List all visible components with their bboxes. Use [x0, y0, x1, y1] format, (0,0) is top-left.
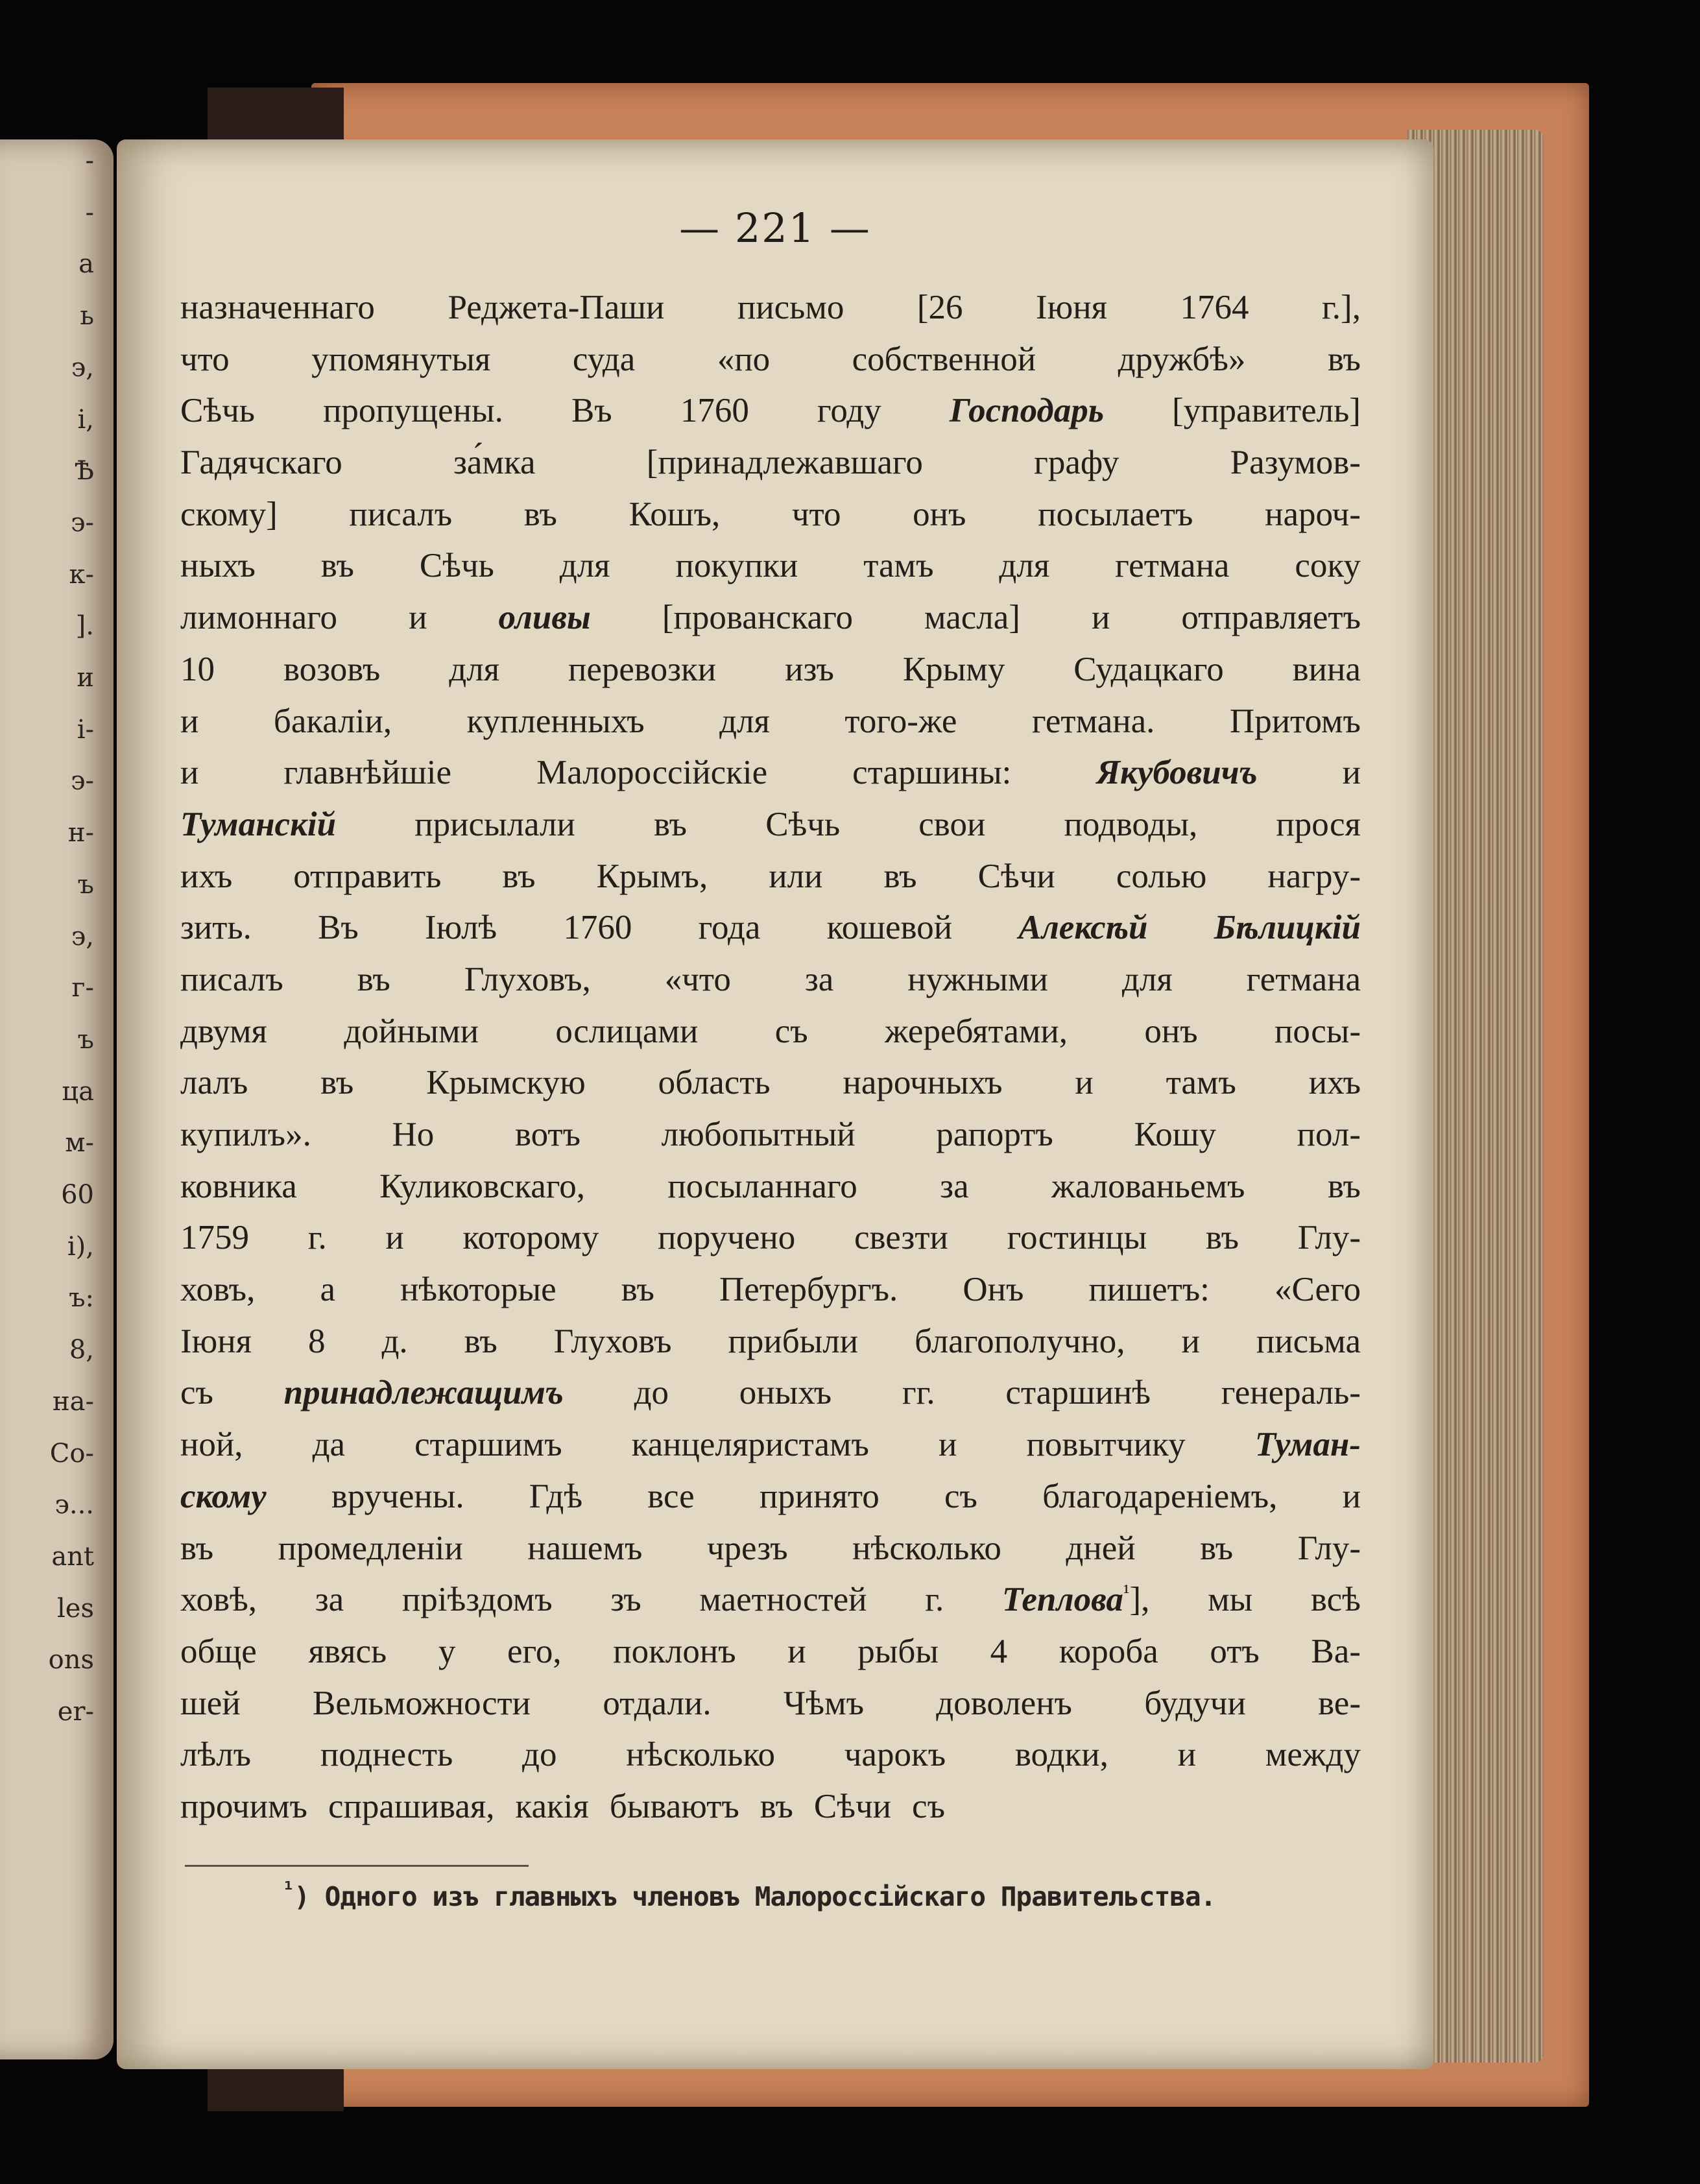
word: Судацкаго: [1073, 650, 1224, 688]
word: Сѣчи: [813, 1787, 892, 1825]
text-line: [180, 1419, 1361, 1471]
word: для: [559, 547, 610, 585]
left-page-fragment: к-: [69, 559, 94, 590]
word: въ: [523, 495, 557, 533]
left-page-fragment: і),: [67, 1231, 94, 1262]
left-page-fragment: -: [85, 146, 94, 176]
word: короба: [1059, 1632, 1158, 1670]
word: г.: [307, 1219, 327, 1257]
word: въ: [653, 805, 688, 843]
text-line: [180, 696, 1361, 748]
word: письма: [1256, 1322, 1361, 1360]
word: какія: [515, 1787, 589, 1825]
text-line: [180, 1729, 1361, 1781]
left-page-fragment: 60: [61, 1180, 94, 1210]
text-line: [180, 1161, 1361, 1213]
word: Алексѣй: [1018, 909, 1148, 947]
word: маетностей: [699, 1581, 867, 1619]
text-line: [180, 747, 1361, 799]
text-line: [180, 1212, 1361, 1264]
word: Сѣчь: [180, 392, 255, 430]
word: гг.: [902, 1374, 935, 1412]
word: которому: [462, 1219, 599, 1257]
word: пріѣздомъ: [401, 1581, 553, 1619]
word: нашемъ: [527, 1529, 643, 1567]
word: «Сего: [1275, 1271, 1361, 1309]
word: и: [1075, 1064, 1094, 1102]
word: кошевой: [826, 909, 953, 947]
left-page-fragment: Со-: [49, 1438, 94, 1469]
word: лимоннаго: [180, 599, 338, 637]
word: ховѣ,: [180, 1581, 257, 1619]
text-line: [180, 334, 1361, 386]
left-page-fragment: Ѣ: [74, 456, 94, 486]
word: рыбы: [857, 1632, 939, 1670]
word: въ: [1327, 1167, 1361, 1205]
word: бываютъ: [609, 1787, 739, 1825]
word: масла]: [924, 599, 1020, 637]
word: благодареніемъ,: [1042, 1477, 1278, 1515]
word: Сѣчи: [977, 857, 1055, 895]
word: двумя: [180, 1012, 267, 1050]
word: тамъ: [863, 547, 934, 585]
footnote-text: ) Одного изъ главныхъ членовъ Малороссійскаго Правительства.: [294, 1881, 1216, 1912]
word: письмо: [737, 289, 844, 326]
text-line: [180, 1109, 1361, 1161]
word: за́мка: [453, 444, 536, 482]
word: Туман-: [1254, 1426, 1361, 1464]
word: нѣсколько: [626, 1736, 775, 1774]
word: солью: [1116, 857, 1207, 895]
word: канцеляристамъ: [631, 1426, 869, 1464]
word: прочимъ: [180, 1787, 307, 1825]
word: область: [658, 1064, 771, 1102]
word: въ: [464, 1322, 497, 1360]
left-page-fragment: н-: [67, 818, 94, 848]
word: старшины:: [852, 754, 1012, 792]
word: вотъ: [514, 1116, 581, 1153]
word: 4: [990, 1632, 1008, 1670]
word: съ: [912, 1787, 945, 1825]
word: г.],: [1322, 289, 1361, 326]
body-text: [180, 282, 1361, 1833]
word: за: [804, 960, 834, 998]
word: вручены.: [331, 1477, 464, 1515]
word: явясь: [308, 1632, 387, 1670]
text-line: [180, 1471, 1361, 1523]
footnote-marker: ¹: [282, 1877, 294, 1902]
word: спрашивая,: [328, 1787, 495, 1825]
word: старшинѣ: [1005, 1374, 1151, 1412]
word: главнѣйшіе: [283, 754, 452, 792]
word: въ: [760, 1787, 793, 1825]
word: въ: [1200, 1529, 1234, 1567]
left-page-fragment: ъ: [77, 869, 94, 900]
word: Разумов-: [1230, 444, 1361, 482]
word: изъ: [785, 650, 834, 688]
word: гетмана: [1246, 960, 1361, 998]
word: поднесть: [320, 1736, 453, 1774]
word: Въ: [571, 392, 612, 430]
text-line: [180, 592, 1361, 644]
text-line: [180, 1264, 1361, 1316]
text-line: [180, 1523, 1361, 1575]
word: Теплова$^{^1}$],: [1001, 1579, 1150, 1619]
word: благополучно,: [915, 1322, 1125, 1360]
word: Глуховъ: [553, 1322, 672, 1360]
word: Крыму: [902, 650, 1005, 688]
word: нужными: [907, 960, 1048, 998]
footnote: [282, 1877, 1216, 1912]
word: Крымскую: [426, 1064, 586, 1102]
word: покупки: [675, 547, 798, 585]
word: лѣлъ: [180, 1736, 252, 1774]
left-page: [0, 139, 114, 2059]
text-line: [180, 902, 1361, 954]
word: въ: [1205, 1219, 1239, 1257]
word: гетмана.: [1031, 702, 1155, 740]
word: 8: [307, 1322, 326, 1360]
left-page-fragment: а: [78, 249, 94, 280]
word: Петербургъ.: [719, 1271, 898, 1309]
word: вина: [1292, 650, 1361, 688]
left-page-fragment: э-: [71, 507, 94, 538]
word: и: [385, 1219, 404, 1257]
word: того-же: [844, 702, 957, 740]
word: промедленіи: [278, 1529, 463, 1567]
word: принято: [759, 1477, 880, 1515]
word: въ: [357, 960, 390, 998]
word: писалъ: [180, 960, 283, 998]
word: съ: [774, 1012, 808, 1050]
left-page-fragment: ons: [48, 1645, 94, 1675]
word: отъ: [1210, 1632, 1260, 1670]
word: за: [940, 1167, 969, 1205]
left-page-fragment: ъ:: [69, 1283, 94, 1314]
word: 1760: [680, 392, 749, 430]
word: Іюня: [180, 1322, 252, 1360]
word: Вельможности: [312, 1684, 531, 1722]
left-page-fragment: er-: [57, 1697, 94, 1727]
word: для: [449, 650, 500, 688]
word: суда: [572, 340, 636, 378]
word: его,: [507, 1632, 562, 1670]
word: любопытный: [661, 1116, 856, 1153]
word: съ: [944, 1477, 977, 1515]
left-page-fragment: ца: [62, 1076, 94, 1107]
left-page-fragment: ant: [51, 1541, 94, 1572]
word: Въ: [318, 909, 359, 947]
left-page-fragment: ].: [75, 611, 94, 642]
word: все: [647, 1477, 695, 1515]
word: прибыли: [728, 1322, 859, 1360]
word: нарочныхъ: [843, 1064, 1003, 1102]
word: прося: [1276, 805, 1361, 843]
word: бакаліи,: [273, 702, 392, 740]
word: ковника: [180, 1167, 297, 1205]
word: и: [1091, 599, 1110, 637]
word: пропущены.: [323, 392, 503, 430]
word: въ: [320, 1064, 354, 1102]
word: до: [634, 1374, 669, 1412]
word: купленныхъ: [466, 702, 645, 740]
word: или: [769, 857, 823, 895]
word: Бѣлицкій: [1214, 909, 1361, 947]
word: Кошъ,: [629, 495, 721, 533]
word: нагру-: [1267, 857, 1361, 895]
word: дружбѣ»: [1118, 340, 1246, 378]
word: нароч-: [1265, 495, 1361, 533]
word: свезти: [854, 1219, 948, 1257]
word: [управитель]: [1172, 392, 1361, 430]
left-page-fragment: ъ: [77, 1024, 94, 1055]
word: Но: [392, 1116, 435, 1153]
text-line: [180, 385, 1361, 437]
word: упомянутыя: [311, 340, 491, 378]
word: и: [180, 754, 199, 792]
word: д.: [381, 1322, 408, 1360]
word: ной,: [180, 1426, 243, 1464]
word: пол-: [1297, 1116, 1361, 1153]
word: скому]: [180, 495, 278, 533]
text-line: [180, 540, 1361, 592]
word: подводы,: [1064, 805, 1198, 843]
word: писалъ: [349, 495, 453, 533]
word: для: [999, 547, 1050, 585]
word: для: [719, 702, 770, 740]
word: Притомъ: [1229, 702, 1361, 740]
word: Туманскій: [180, 805, 337, 843]
word: ховъ,: [180, 1271, 256, 1309]
word: поручено: [658, 1219, 796, 1257]
word: Онъ: [963, 1271, 1024, 1309]
word: отправляетъ: [1181, 599, 1361, 637]
word: Іюлѣ: [425, 909, 497, 947]
word: ихъ: [180, 857, 233, 895]
word: графу: [1034, 444, 1119, 482]
word: дней: [1066, 1529, 1136, 1567]
word: Сѣчь: [765, 805, 841, 843]
word: года: [698, 909, 761, 947]
word: генераль-: [1221, 1374, 1361, 1412]
word: жалованьемъ: [1051, 1167, 1245, 1205]
word: Чѣмъ: [783, 1684, 865, 1722]
word: свои: [918, 805, 986, 843]
word: ихъ: [1308, 1064, 1361, 1102]
word: водки,: [1014, 1736, 1108, 1774]
word: зить.: [180, 909, 252, 947]
word: присылали: [414, 805, 575, 843]
text-line: [180, 1678, 1361, 1730]
word: нѣкоторые: [400, 1271, 557, 1309]
word: 1759: [180, 1219, 249, 1257]
word: принадлежащимъ: [283, 1374, 564, 1412]
page-number: — 221 —: [679, 204, 871, 252]
word: старшимъ: [414, 1426, 562, 1464]
word: г.: [925, 1581, 944, 1619]
word: и: [787, 1632, 806, 1670]
word: въ: [1327, 340, 1361, 378]
word: обще: [180, 1632, 257, 1670]
word: повытчику: [1026, 1426, 1186, 1464]
word: дойными: [344, 1012, 479, 1050]
text-line: [180, 489, 1361, 541]
word: отправить: [293, 857, 442, 895]
word: и: [939, 1426, 957, 1464]
word: зъ: [610, 1581, 641, 1619]
left-page-fragment: э,: [71, 921, 94, 952]
word: Глу-: [1297, 1219, 1361, 1257]
word: и: [1177, 1736, 1197, 1774]
word: для: [1121, 960, 1173, 998]
word: чрезъ: [706, 1529, 788, 1567]
word: шей: [180, 1684, 241, 1722]
word: Крымъ,: [596, 857, 708, 895]
left-page-fragment: на-: [52, 1386, 94, 1417]
word: а: [320, 1271, 335, 1309]
word: отдали.: [603, 1684, 712, 1722]
word: возовъ: [283, 650, 381, 688]
word: и: [409, 599, 427, 637]
text-line: [180, 1316, 1361, 1368]
word: что: [791, 495, 841, 533]
word: въ: [883, 857, 917, 895]
left-page-fragment: и: [77, 663, 94, 693]
word: назначеннаго: [180, 289, 375, 326]
word: «по: [717, 340, 771, 378]
word: за: [315, 1581, 344, 1619]
word: ве-: [1318, 1684, 1361, 1722]
word: что: [180, 340, 230, 378]
left-page-fragment: э,: [71, 352, 94, 383]
left-page-fragment: -: [85, 197, 94, 228]
word: и: [1342, 754, 1361, 792]
word: 1760: [563, 909, 632, 947]
word: рапортъ: [936, 1116, 1053, 1153]
word: перевозки: [568, 650, 717, 688]
footnote-rule: [185, 1865, 529, 1867]
left-page-fragment: э-: [71, 766, 94, 797]
word: жеребятами,: [885, 1012, 1068, 1050]
text-line: [180, 437, 1361, 489]
word: «что: [664, 960, 731, 998]
word: лалъ: [180, 1064, 248, 1102]
word: Іюня: [1036, 289, 1108, 326]
left-page-fragment: г-: [71, 973, 94, 1003]
left-page-fragment: э...: [54, 1490, 94, 1520]
word: между: [1265, 1736, 1361, 1774]
word: Реджета-Паши: [448, 289, 665, 326]
word: Сѣчь: [419, 547, 494, 585]
word: чарокъ: [844, 1736, 946, 1774]
word: [принадлежавшаго: [646, 444, 923, 482]
text-line: [180, 851, 1361, 903]
word: будучи: [1144, 1684, 1246, 1722]
word: 10: [180, 650, 215, 688]
word: у: [438, 1632, 456, 1670]
word: ослицами: [555, 1012, 699, 1050]
text-line: [180, 282, 1361, 334]
text-line: [180, 1781, 1361, 1833]
word: Кошу: [1134, 1116, 1217, 1153]
word: онъ: [1144, 1012, 1198, 1050]
word: ныхъ: [180, 547, 256, 585]
word: въ: [621, 1271, 654, 1309]
word: мы: [1208, 1581, 1253, 1619]
word: оныхъ: [739, 1374, 832, 1412]
word: и: [1342, 1477, 1361, 1515]
word: всѣ: [1310, 1581, 1361, 1619]
left-page-fragment: і-: [77, 714, 94, 745]
right-page: [117, 139, 1433, 2069]
text-line: [180, 1626, 1361, 1678]
word: оливы: [498, 599, 591, 637]
word: посыланнаго: [667, 1167, 857, 1205]
word: собственной: [852, 340, 1036, 378]
left-page-fragment: 8,: [69, 1335, 94, 1365]
left-page-fragment: м-: [65, 1128, 94, 1158]
word: году: [817, 392, 881, 430]
word: съ: [180, 1374, 213, 1412]
text-line: [180, 1006, 1361, 1058]
word: доволенъ: [936, 1684, 1072, 1722]
left-page-fragment: ь: [80, 301, 94, 331]
word: 1764: [1180, 289, 1249, 326]
word: купилъ».: [180, 1116, 311, 1153]
word: посы-: [1275, 1012, 1361, 1050]
word: пишетъ:: [1088, 1271, 1210, 1309]
word: поклонъ: [613, 1632, 736, 1670]
word: въ: [502, 857, 536, 895]
word: и: [1181, 1322, 1200, 1360]
word: скому: [180, 1477, 267, 1515]
text-line: [180, 1057, 1361, 1109]
text-line: [180, 954, 1361, 1006]
word: Гадячскаго: [180, 444, 342, 482]
text-line: [180, 1367, 1361, 1419]
word: Ва-: [1311, 1632, 1361, 1670]
word: Глуховъ,: [464, 960, 591, 998]
text-line: [180, 799, 1361, 851]
word: Малороссійскіе: [536, 754, 768, 792]
word: гостинцы: [1007, 1219, 1147, 1257]
text-line: [180, 1574, 1361, 1626]
word: Глу-: [1297, 1529, 1361, 1567]
left-page-fragment: les: [57, 1593, 94, 1624]
word: въ: [320, 547, 354, 585]
word: нѣсколько: [852, 1529, 1001, 1567]
word: посылаетъ: [1038, 495, 1193, 533]
word: до: [522, 1736, 557, 1774]
word: гетмана: [1115, 547, 1230, 585]
word: Гдѣ: [529, 1477, 583, 1515]
word: онъ: [913, 495, 966, 533]
word: въ: [180, 1529, 214, 1567]
word: Куликовскаго,: [379, 1167, 585, 1205]
word: да: [312, 1426, 346, 1464]
text-line: [180, 644, 1361, 696]
word: [прованскаго: [662, 599, 853, 637]
word: и: [180, 702, 199, 740]
left-page-fragment: і,: [77, 404, 94, 435]
word: Якубовичъ: [1096, 754, 1258, 792]
word: Господарь: [949, 392, 1104, 430]
word: [26: [916, 289, 963, 326]
word: соку: [1295, 547, 1361, 585]
word: тамъ: [1166, 1064, 1236, 1102]
